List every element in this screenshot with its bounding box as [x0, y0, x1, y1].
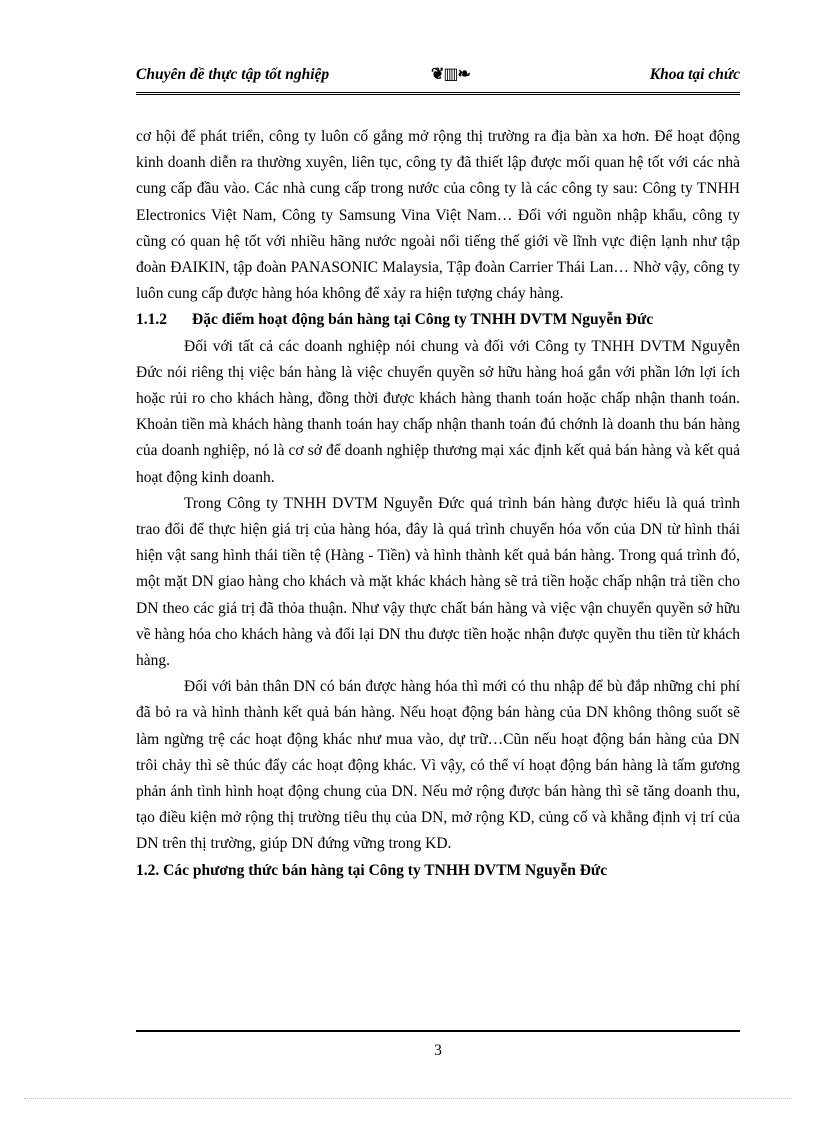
section-number: 1.1.2: [136, 311, 167, 329]
section-heading-1-1-2: [136, 307, 740, 333]
footer-divider: [136, 1030, 740, 1032]
paragraph-sales-process: Trong Công ty TNHH DVTM Nguyễn Đức quá trình bán hàng được hiểu là quá trình trao đổi để thực hiện giá trị của hàng hóa, đây là quá trình chuyển hóa vốn của DN từ hình thái hiện vật sang hình thái tiền tệ (Hàng - Tiền) và hình thành kết quả bán hàng. Trong quá trình đó, một mặt DN giao hàng cho khách và mặt khác khách hàng sẽ trả tiền hoặc chấp nhận trả tiền cho DN theo các giá trị đã thỏa thuận. Như vậy thực chất bán hàng và việc vận chuyển quyền sở hữu về hàng hóa cho khách hàng và đổi lại DN thu được tiền hoặc nhận được quyền thu tiền từ khách hàng.: [136, 494, 740, 670]
paragraph-intro: cơ hội để phát triển, công ty luôn cố gắng mở rộng thị trường ra địa bàn xa hơn. Để hoạt động kinh doanh diễn ra thường xuyên, liên tục, công ty đã thiết lập được mối quan hệ tốt với các nhà cung cấp đầu vào. Các nhà cung cấp trong nước của công ty là các công ty sau: Công ty TNHH Electronics Việt Nam, Công ty Samsung Vina Việt Nam… Đối với nguồn nhập khẩu, công ty cũng có quan hệ tốt với nhiều hãng nước ngoài nổi tiếng thế giới về lĩnh vực điện lạnh như tập đoàn ĐAIKIN, tập đoàn PANASONIC Malaysia, Tập đoàn Carrier Thái Lan… Nhờ vậy, công ty luôn cung cấp được hàng hóa không để xảy ra hiện tượng cháy hàng.: [136, 128, 740, 303]
paragraph-sales-definition: Đối với tất cả các doanh nghiệp nói chung và đối với Công ty TNHH DVTM Nguyễn Đức nói riêng thị việc bán hàng là việc chuyển quyền sở hữu hàng hoá gắn với phần lớn lợi ích hoặc rủi ro cho khách hàng, đồng thời được khách hàng thanh toán hoặc chấp nhận thanh toán. Khoản tiền mà khách hàng thanh toán hay chấp nhận thanh toán đú chớnh là doanh thu bán hàng của doanh nghiệp, nó là cơ sở để doanh nghiệp thương mại xác định kết quả bán hàng và kết quả hoạt động kinh doanh.: [136, 337, 740, 486]
header-department: Khoa tại chức: [649, 66, 740, 83]
page-bottom-dotted-line: [24, 1098, 792, 1099]
paragraph-sales-importance: Đối với bản thân DN có bán được hàng hóa thì mới có thu nhập để bù đắp những chi phí đã bỏ ra và hình thành kết quả bán hàng. Nếu hoạt động bán hàng của DN không thông suốt sẽ làm ngừng trệ các hoạt động khác như mua vào, dự trữ…Cũn nếu hoạt động bán hàng của DN trôi chảy thì sẽ thúc đẩy các hoạt động khác. Vì vậy, có thể ví hoạt động bán hàng là tấm gương phản ánh tình hình hoạt động chung của DN. Nếu mở rộng được bán hàng thì sẽ tăng doanh thu, tạo điều kiện mở rộng thị trường tiêu thụ của DN, mở rộng KD, củng cố và khẳng định vị trí của DN trên thị trường, giúp DN đứng vững trong KD.: [136, 678, 740, 853]
header-title: Chuyên đề thực tập tốt nghiệp: [136, 66, 330, 83]
section-heading-1-2: 1.2. Các phương thức bán hàng tại Công ty TNHH DVTM Nguyễn Đức: [136, 861, 608, 879]
section-title: Đặc điểm hoạt động bán hàng tại Công ty TNHH DVTM Nguyễn Đức: [192, 311, 654, 329]
page-number: 3: [434, 1042, 442, 1059]
page-header: [136, 62, 740, 95]
book-ornament-icon: ❦▥❧: [431, 66, 470, 83]
document-body: [136, 124, 740, 884]
